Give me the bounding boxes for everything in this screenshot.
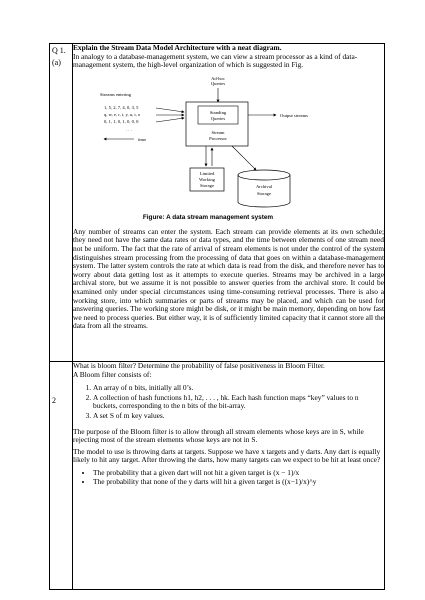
working-label-1: Limited: [199, 170, 215, 176]
architecture-figure: [90, 72, 326, 228]
question-number-2: 2: [52, 396, 56, 405]
consists-line: A Bloom filter consists of:: [73, 369, 152, 379]
archival-label-2: Storage: [256, 190, 272, 196]
intro-paragraph: In analogy to a database-management system, we can view a stream processor as a kind of data-management system, the high-level organization of which is suggested in Fig.: [73, 51, 358, 70]
question-title: Explain the Stream Data Model Architecture with a neat diagram.: [73, 43, 282, 52]
processor-label-1: Stream: [211, 129, 225, 135]
list-item: 2. A collection of hash functions h1, h2, . . . , hk. Each hash function maps “key” values to n buckets, corresponding to the n bits of the bit-array.: [93, 394, 384, 411]
purpose-paragraph: The purpose of the Bloom filter is to allow through all stream elements whose keys are in S, while rejecting most of the stream elements whose keys are not in S.: [73, 426, 364, 445]
processor-label-2: Processor: [209, 135, 227, 141]
adhoc-label-2: Queries: [210, 80, 226, 86]
probability-list: [73, 469, 384, 486]
archival-label-1: Archival: [255, 183, 273, 189]
stream-dots: . . .: [126, 126, 132, 132]
stream-1: 1, 5, 2, 7, 4, 0, 3, 5: [104, 104, 139, 110]
question-number-cell: [50, 44, 73, 362]
time-label: time: [138, 136, 147, 142]
question-row-1: [50, 44, 385, 362]
working-label-3: Storage: [199, 182, 215, 188]
model-paragraph: The model to use is throwing darts at targets. Suppose we have x targets and y darts. Any dart is equally likely to hit any target. After throwing the darts, how many targets can we expect to be hit at least once?: [73, 446, 381, 465]
stream-2: q, w, e, r, t, y, u, i, o: [104, 111, 141, 117]
standing-queries-box: [198, 106, 238, 124]
stream-arrow-1: [156, 108, 184, 112]
list-item: 1. An array of n bits, initially all 0’s.: [93, 384, 384, 393]
answer-cell-1: [73, 44, 385, 362]
question-number-cell-2: [50, 362, 73, 590]
standing-label-1: Standing: [209, 109, 227, 115]
output-streams-label: Output streams: [280, 112, 308, 118]
architecture-diagram: [90, 72, 326, 214]
working-label-2: Working: [199, 176, 215, 182]
question-number: Q 1.: [52, 46, 66, 55]
question-part: (a): [52, 58, 61, 67]
figure-caption: Figure: A data stream management system: [142, 213, 274, 221]
archival-cylinder-top: [238, 170, 290, 180]
list-item: • The probability that a given dart will not hit a given target is (x − 1)/x: [93, 469, 384, 478]
standing-label-2: Queries: [210, 115, 226, 121]
streams-entering-label: Streams entering: [100, 91, 131, 97]
bloom-components-list: [73, 384, 384, 420]
stream-3: 0, 1, 1, 0, 1, 0, 0, 0: [104, 118, 139, 124]
answer-cell-2: [73, 362, 385, 590]
question-title-2: What is bloom filter? Determine the probability of false positiveness in Bloom Filter.: [73, 361, 325, 370]
body-paragraph: Any number of streams can enter the system. Each stream can provide elements at its own schedule; they need not have the same data rates or data types, and the time between elements of one stream need not be uniform. The fact that the rate of arrival of stream elements is not under the control of the system distinguishes stream processing from the processing of data that goes on within a database-management system. The latter system controls the rate at which data is read from the disk, and therefore never has to worry about data getting lost as it attempts to execute queries. Streams may be archived in a large archival store, but we assume it is not possible to answer queries from the archival store. It could be examined only under special circumstances using time-consuming retrieval processes. There is also a working store, into which summaries or parts of streams may be placed, and which can be used for answering queries. The working store might be disk, or it might be main memory, depending on how fast we need to process queries. But either way, it is of sufficiently limited capacity that it cannot store all the data from all the streams.: [73, 226, 384, 331]
stream-arrow-3: [156, 118, 184, 122]
archival-arrow: [232, 146, 256, 170]
list-item: 3. A set S of m key values.: [93, 412, 384, 421]
list-item: • The probability that none of the y darts will hit a given target is ((x−1)/x)^y: [93, 478, 384, 487]
question-row-2: [50, 362, 385, 590]
question-table: [49, 43, 385, 590]
adhoc-label-1: Ad-hoc: [211, 75, 225, 81]
